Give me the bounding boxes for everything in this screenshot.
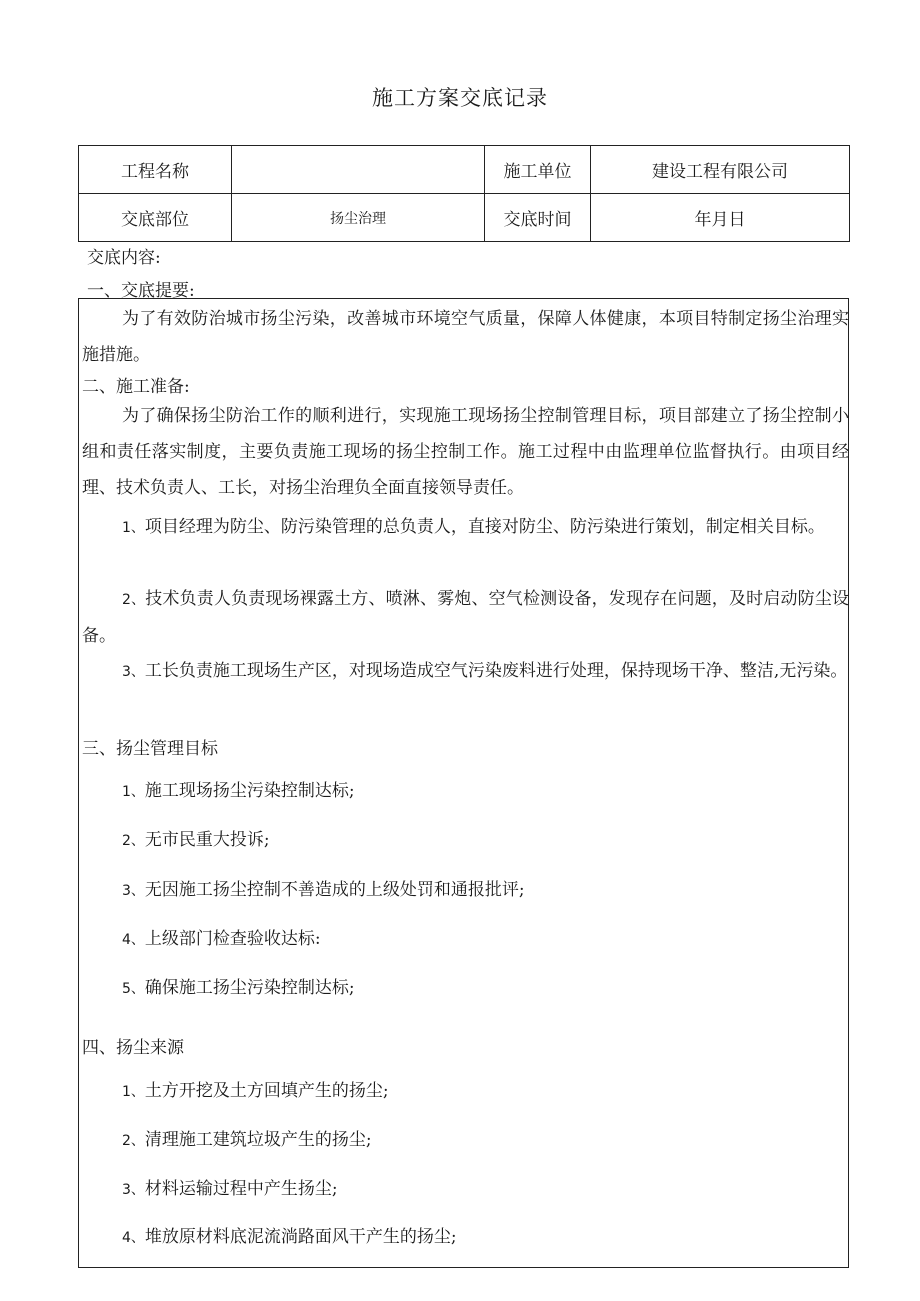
disclosure-part-label: 交底部位 — [79, 194, 232, 242]
list-item: 3、无因施工扬尘控制不善造成的上级处罚和通报批评; — [122, 880, 525, 900]
disclosure-time-value: 年月日 — [591, 194, 850, 242]
section-4-heading: 四、扬尘来源 — [82, 1038, 184, 1058]
disclosure-time-label: 交底时间 — [485, 194, 591, 242]
content-box — [78, 298, 849, 1268]
list-item: 1、施工现场扬尘污染控制达标; — [122, 781, 355, 801]
construction-unit-label: 施工单位 — [485, 146, 591, 194]
list-item: 1、土方开挖及土方回填产生的扬尘; — [122, 1081, 389, 1101]
project-name-label: 工程名称 — [79, 146, 232, 194]
info-table — [78, 145, 850, 242]
list-item: 4、堆放原材料底泥流淌路面风干产生的扬尘; — [122, 1227, 457, 1247]
list-item: 1、项目经理为防尘、防污染管理的总负责人，直接对防尘、防污染进行策划，制定相关目标。 — [122, 517, 825, 537]
table-row — [79, 146, 850, 194]
section-1-heading: 一、交底提要: — [87, 281, 195, 301]
list-item: 2、技术负责人负责现场裸露土方、喷淋、雾炮、空气检测设备，发现存在问题，及时启动防尘设备。 — [82, 589, 849, 646]
list-item: 2、清理施工建筑垃圾产生的扬尘; — [122, 1130, 372, 1150]
section-2-heading: 二、施工准备: — [82, 377, 190, 397]
content-label: 交底内容: — [87, 248, 161, 268]
section-3-heading: 三、扬尘管理目标 — [82, 739, 218, 759]
list-item: 2、无市民重大投诉; — [122, 830, 270, 850]
construction-unit-value: 建设工程有限公司 — [591, 146, 850, 194]
section-1-text: 为了有效防治城市扬尘污染，改善城市环境空气质量，保障人体健康，本项目特制定扬尘治理实施措施。 — [82, 309, 849, 365]
list-item: 4、上级部门检查验收达标: — [122, 929, 321, 949]
section-2-text: 为了确保扬尘防治工作的顺利进行，实现施工现场扬尘控制管理目标，项目部建立了扬尘控制小组和责任落实制度，主要负责施工现场的扬尘控制工作。施工过程中由监理单位监督执行。由项目经理、技术负责人、工长，对扬尘治理负全面直接领导责任。 — [82, 406, 849, 498]
page-title: 施工方案交底记录 — [372, 86, 548, 110]
list-item: 5、确保施工扬尘污染控制达标; — [122, 978, 355, 998]
disclosure-part-value: 扬尘治理 — [232, 194, 485, 242]
list-item: 3、工长负责施工现场生产区，对现场造成空气污染废料进行处理，保持现场干净、整洁,无污染。 — [122, 661, 848, 681]
table-row — [79, 194, 850, 242]
project-name-value — [232, 146, 485, 194]
list-item: 3、材料运输过程中产生扬尘; — [122, 1179, 338, 1199]
